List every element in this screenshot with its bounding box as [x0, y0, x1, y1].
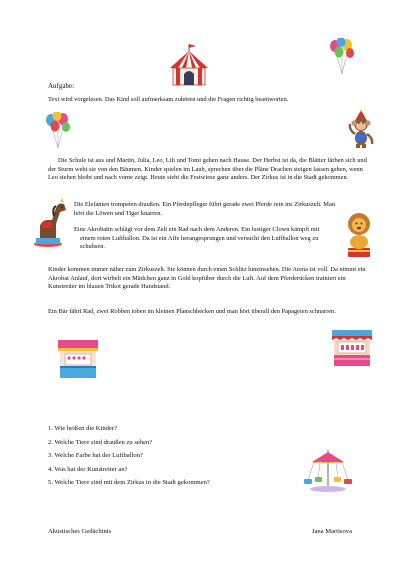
question-item: 1. Wie heißen die Kinder? — [48, 425, 118, 432]
lion-icon — [340, 210, 378, 258]
carousel-icon — [298, 448, 358, 494]
question-item: 3. Welche Farbe hat der Luftballon? — [48, 452, 143, 460]
monkey-icon — [344, 110, 378, 150]
ticket-booth-icon — [330, 328, 374, 368]
circus-tent-icon — [166, 42, 212, 88]
footer-left: Akustisches Gedächtnis — [48, 528, 112, 535]
question-item: 5. Welche Tiere sind mit dem Zirkus in die Stadt gekommen? — [48, 479, 210, 487]
horse-icon — [26, 198, 70, 248]
story-paragraph-1: Die Schule ist aus und Martin, Julia, Leo, Lili und Tomi gehen nach Hause. Der Herbst ist da, die Blätter färben sich und der Sturm weht sie von den Bäumen. Kinder spielen im Laub, sprechen über die Pläne Drachen steigen lassen gehen, wenn Leo stehen bleibt und nach vorne zeigt. Heute sieht die Festwiese ganz anders. Der Zirkus ist in die Stadt gekommen. — [48, 157, 367, 182]
question-item: 2. Welche Tiere sind draußen zu sehen? — [48, 438, 153, 446]
story-paragraph-3: Eine Akrobatin schlägt vor dem Zelt ein Rad nach dem Anderen. Ein lustiger Clown kämpft mit einem roten Luftballon. Da ist ein Affe herangesprungen und versucht den Luftballon weg zu schubsen. — [74, 226, 320, 251]
story-paragraph-2: Die Elefanten trompeten draußen. Ein Pferdepfleger führt gerade zwei Pferde rein ins Zirkuszelt. Man hört die Löwen und Tiger knarren. — [74, 201, 336, 217]
question-item: 4. Was hat der Kunstreiter an? — [48, 465, 128, 473]
story-paragraph-4: Kinder kommen immer näher zum Zirkuszelt. Sie können durch einen Schlitz hineinsehen. Die Arena ist voll. Da nimmt ein Akrobat Anlauf, dort wirbelt ein Mädchen ganz in Gold kopfüber durch die Luft. Auf dem Pferderücken trainiert ein Kunstreiter im blauen Trikot gerade Handstand. — [48, 266, 366, 291]
balloons-icon — [328, 38, 356, 76]
footer-right: Jana Martisova — [311, 528, 352, 535]
balloons-icon — [44, 112, 72, 150]
task-instruction: Text wird vorgelesen. Das Kind soll aufmerksam zuhören und die Fragen richtig beantworten. — [48, 96, 289, 103]
ticket-booth-icon — [56, 338, 100, 380]
story-paragraph-5: Ein Bär fährt Rad, zwei Robben toben im kleinen Planschbecken und man hört überall den Papageien schnarren. — [48, 308, 336, 315]
task-heading: Aufgabe: — [48, 82, 75, 90]
